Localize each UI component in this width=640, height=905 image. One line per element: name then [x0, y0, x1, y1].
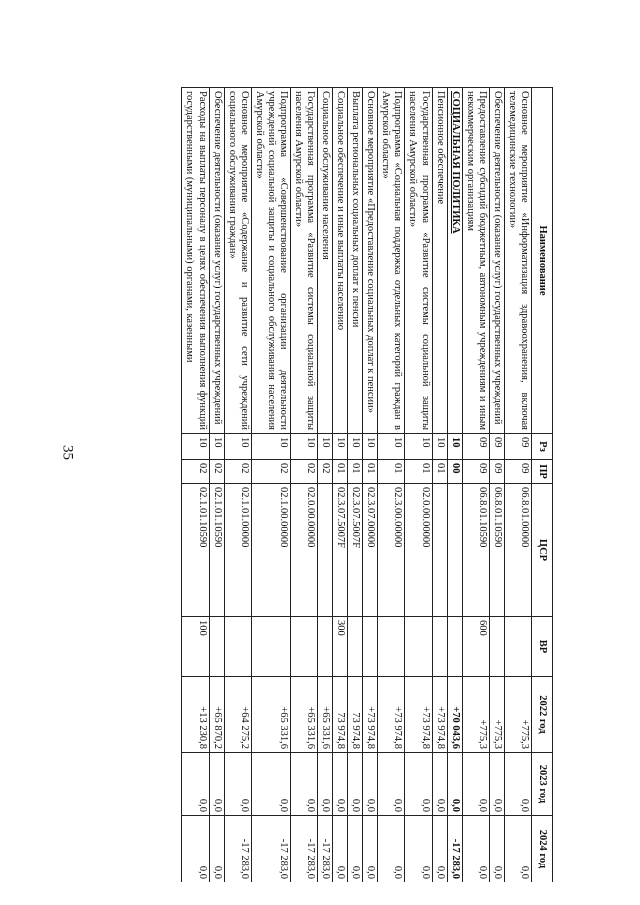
cell-2024: 0,0	[348, 816, 363, 883]
cell-2022: +70 043,6	[447, 677, 462, 753]
cell-name: Обеспечение деятельности (оказание услуг) государственных учреждений	[489, 88, 504, 434]
cell-rz: 10	[290, 434, 317, 460]
cell-csr: 02.3.07.00000	[363, 484, 378, 617]
cell-2022: +73 974,8	[405, 677, 432, 753]
rotated-table-container	[104, 87, 553, 882]
cell-vr	[378, 617, 405, 677]
cell-2023: 0,0	[182, 753, 209, 816]
cell-vr	[290, 617, 317, 677]
cell-rz: 10	[318, 434, 333, 460]
header-pr: ПР	[532, 460, 553, 484]
cell-pr: 01	[405, 460, 432, 484]
cell-csr	[318, 484, 333, 617]
cell-name: Предоставление субсидий бюджетным, автономным учреждениям и иным некоммерческим организациям	[462, 88, 489, 434]
cell-2024: 0,0	[462, 816, 489, 883]
cell-vr: 300	[333, 617, 348, 677]
cell-2024: -17 283,0	[224, 816, 251, 883]
cell-2022: +64 275,2	[224, 677, 251, 753]
cell-vr	[504, 617, 531, 677]
cell-pr: 02	[209, 460, 224, 484]
cell-name: Государственная программа «Развитие системы социальной защиты населения Амурской области»	[290, 88, 317, 434]
cell-pr: 00	[447, 460, 462, 484]
cell-pr: 01	[432, 460, 447, 484]
cell-2024: 0,0	[504, 816, 531, 883]
cell-csr: 02.3.07.5007F	[333, 484, 348, 617]
cell-2024: 0,0	[405, 816, 432, 883]
cell-name: Государственная программа «Развитие системы социальной защиты населения Амурской области»	[405, 88, 432, 434]
cell-2022: +13 230,8	[182, 677, 209, 753]
cell-2022: 73 974,8	[348, 677, 363, 753]
cell-2023: 0,0	[348, 753, 363, 816]
cell-2024: 0,0	[333, 816, 348, 883]
cell-2023: 0,0	[504, 753, 531, 816]
cell-2023: 0,0	[224, 753, 251, 816]
table-row	[224, 88, 251, 883]
cell-rz: 09	[504, 434, 531, 460]
header-name: Наименование	[532, 88, 553, 434]
header-2022: 2022 год	[532, 677, 553, 753]
table-row	[251, 88, 290, 883]
cell-2024: -17 283,0	[251, 816, 290, 883]
table-body	[182, 88, 532, 883]
cell-2022: +73 974,8	[378, 677, 405, 753]
cell-csr: 02.0.00.00000	[405, 484, 432, 617]
cell-rz: 10	[251, 434, 290, 460]
cell-2023: 0,0	[489, 753, 504, 816]
cell-csr: 06.8.01.10590	[462, 484, 489, 617]
cell-vr: 600	[462, 617, 489, 677]
cell-name: Расходы на выплаты персоналу в целях обеспечения выполнения функций государственными (муниципальными) органами, казенными	[182, 88, 209, 434]
cell-rz: 10	[333, 434, 348, 460]
table-row	[209, 88, 224, 883]
cell-csr: 02.3.00.00000	[378, 484, 405, 617]
cell-vr	[224, 617, 251, 677]
page-number: 35	[59, 445, 76, 460]
cell-2023: 0,0	[209, 753, 224, 816]
table-row	[363, 88, 378, 883]
cell-csr: 06.8.01.00000	[504, 484, 531, 617]
cell-rz: 10	[363, 434, 378, 460]
cell-rz: 10	[182, 434, 209, 460]
cell-2022: +73 974,8	[363, 677, 378, 753]
table-viewport	[104, 87, 553, 882]
cell-2022: 73 974,8	[333, 677, 348, 753]
cell-2024: 0,0	[489, 816, 504, 883]
header-row	[532, 88, 553, 883]
table-row	[462, 88, 489, 883]
cell-name: Выплата региональных социальных доплат к пенсии	[348, 88, 363, 434]
header-vr: ВР	[532, 617, 553, 677]
cell-csr: 02.3.07.5007F	[348, 484, 363, 617]
cell-vr	[251, 617, 290, 677]
cell-pr: 02	[251, 460, 290, 484]
cell-rz: 10	[405, 434, 432, 460]
cell-2022: +65 331,6	[290, 677, 317, 753]
table-row	[447, 88, 462, 883]
table-row	[432, 88, 447, 883]
cell-2022: +65 870,2	[209, 677, 224, 753]
cell-2023: 0,0	[363, 753, 378, 816]
cell-2023: 0,0	[462, 753, 489, 816]
cell-2024: -17 283,0	[290, 816, 317, 883]
cell-2024: 0,0	[209, 816, 224, 883]
cell-rz: 10	[432, 434, 447, 460]
cell-2024: 0,0	[363, 816, 378, 883]
cell-vr	[405, 617, 432, 677]
table-row	[405, 88, 432, 883]
cell-csr: 02.1.01.10590	[182, 484, 209, 617]
table-row	[318, 88, 333, 883]
cell-rz: 10	[209, 434, 224, 460]
cell-vr	[489, 617, 504, 677]
cell-2024: 0,0	[378, 816, 405, 883]
table-row	[333, 88, 348, 883]
cell-name: Подпрограмма «Совершенствование организации деятельности учреждений социальной защиты и социального обслуживания населения Амурской области»	[251, 88, 290, 434]
table-row	[378, 88, 405, 883]
cell-csr: 02.0.00.00000	[290, 484, 317, 617]
cell-pr: 01	[378, 460, 405, 484]
cell-rz: 10	[348, 434, 363, 460]
cell-2023: 0,0	[333, 753, 348, 816]
cell-pr: 02	[224, 460, 251, 484]
cell-2024: -17 283,0	[318, 816, 333, 883]
cell-vr: 100	[182, 617, 209, 677]
cell-pr: 01	[363, 460, 378, 484]
cell-name: Социальное обслуживание населения	[318, 88, 333, 434]
cell-name: Основное мероприятие «Информатизация здравоохранения, включая телемедицинские технологии»	[504, 88, 531, 434]
cell-name: Основное мероприятие «Предоставление социальных доплат к пенсии»	[363, 88, 378, 434]
header-2023: 2023 год	[532, 753, 553, 816]
table-row	[348, 88, 363, 883]
cell-2022: +775,3	[489, 677, 504, 753]
cell-rz: 09	[489, 434, 504, 460]
cell-2023: 0,0	[290, 753, 317, 816]
cell-2022: +65 331,6	[251, 677, 290, 753]
cell-2023: 0,0	[447, 753, 462, 816]
budget-table	[181, 87, 553, 882]
cell-name: СОЦИАЛЬНАЯ ПОЛИТИКА	[447, 88, 462, 434]
cell-csr	[432, 484, 447, 617]
table-row	[290, 88, 317, 883]
table-row	[504, 88, 531, 883]
cell-pr: 01	[348, 460, 363, 484]
cell-pr: 02	[182, 460, 209, 484]
cell-rz: 09	[462, 434, 489, 460]
cell-vr	[348, 617, 363, 677]
cell-vr	[363, 617, 378, 677]
cell-csr: 02.1.01.10590	[209, 484, 224, 617]
cell-name: Пенсионное обеспечение	[432, 88, 447, 434]
cell-2023: 0,0	[251, 753, 290, 816]
cell-vr	[209, 617, 224, 677]
cell-pr: 02	[318, 460, 333, 484]
cell-csr: 02.1.01.00000	[224, 484, 251, 617]
table-row	[182, 88, 209, 883]
cell-pr: 01	[333, 460, 348, 484]
cell-rz: 10	[378, 434, 405, 460]
cell-name: Социальное обеспечение и иные выплаты населению	[333, 88, 348, 434]
cell-2024: 0,0	[432, 816, 447, 883]
cell-pr: 09	[489, 460, 504, 484]
cell-vr	[447, 617, 462, 677]
cell-2022: +73 974,8	[432, 677, 447, 753]
header-2024: 2024 год	[532, 816, 553, 883]
cell-2022: +775,3	[504, 677, 531, 753]
cell-vr	[432, 617, 447, 677]
cell-2023: 0,0	[432, 753, 447, 816]
cell-2024: 0,0	[182, 816, 209, 883]
cell-rz: 10	[224, 434, 251, 460]
cell-2023: 0,0	[405, 753, 432, 816]
cell-csr	[447, 484, 462, 617]
cell-2024: -17 283,0	[447, 816, 462, 883]
cell-2023: 0,0	[378, 753, 405, 816]
cell-pr: 09	[504, 460, 531, 484]
cell-2022: +65 331,6	[318, 677, 333, 753]
table-row	[489, 88, 504, 883]
cell-name: Основное мероприятие «Содержание и развитие сети учреждений социального обслуживания граждан»	[224, 88, 251, 434]
cell-csr: 02.1.00.00000	[251, 484, 290, 617]
cell-2023: 0,0	[318, 753, 333, 816]
cell-vr	[318, 617, 333, 677]
header-rz: Рз	[532, 434, 553, 460]
cell-pr: 09	[462, 460, 489, 484]
cell-pr: 02	[290, 460, 317, 484]
cell-csr: 06.8.01.10590	[489, 484, 504, 617]
header-csr: ЦСР	[532, 484, 553, 617]
cell-rz: 10	[447, 434, 462, 460]
cell-name: Обеспечение деятельности (оказание услуг) государственных учреждений	[209, 88, 224, 434]
cell-2022: +775,3	[462, 677, 489, 753]
cell-name: Подпрограмма «Социальная поддержка отдельных категорий граждан в Амурской области»	[378, 88, 405, 434]
